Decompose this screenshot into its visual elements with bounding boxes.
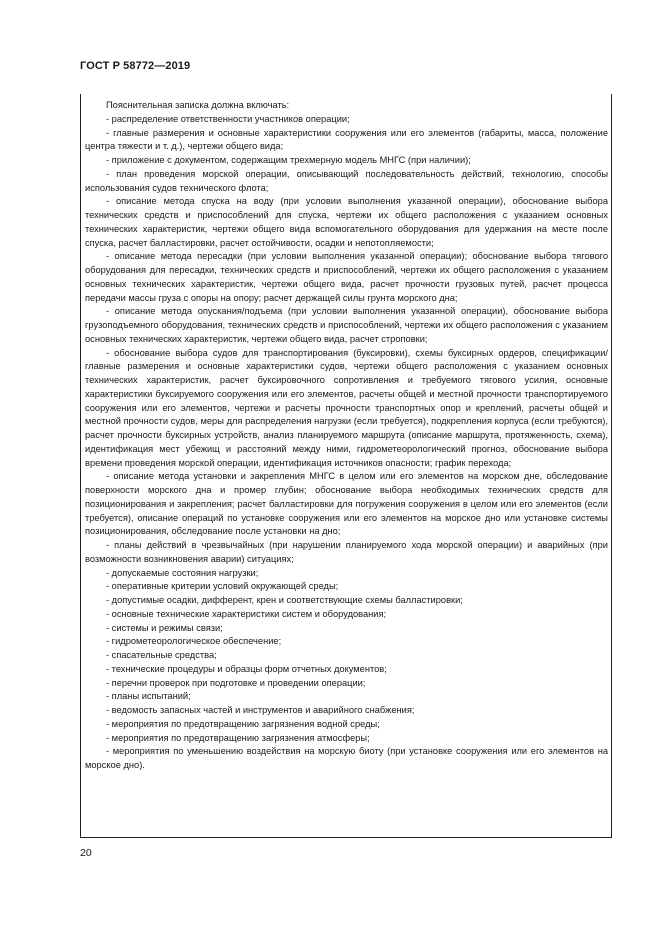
list-item: - мероприятия по предотвращению загрязнения атмосферы; xyxy=(106,732,370,743)
list-item: - допустимые осадки, дифферент, крен и соответствующие схемы балластировки; xyxy=(106,595,463,605)
list-item: - ведомость запасных частей и инструментов и аварийного снабжения; xyxy=(106,705,415,715)
list-item: - гидрометеорологическое обеспечение; xyxy=(106,636,282,647)
paragraph: - описание метода спуска на воду (при условии выполнения указанной операции), обоснование выбора технических средств и приспособлений для спуска, чертежи их общего расположения с указанием основных технических характеристик, чертежи общего вида вспомогательного оборудования для удержания на месте после спуска, расчет балластировки, расчет остойчивости, осадки и непотопляемости; xyxy=(85,196,608,248)
list-item: - мероприятия по уменьшению воздействия на морскую биоту (при установке сооружения или его элементов на морское дно). xyxy=(85,746,608,770)
list-item: - допускаемые состояния нагрузки; xyxy=(106,567,259,578)
paragraph: - описание метода пересадки (при условии выполнения указанной операции); обоснование выбора тягового оборудования для пересадки, технических средств и приспособлений, чертежи их общего расположения с указанием основных технических характеристик, чертежи общего вида, расчет прочности грузовых путей, расчет процесса передачи массы груза с опоры на опору; расчет держащей силы грунта морского дна; xyxy=(85,251,608,303)
paragraph: Пояснительная записка должна включать: xyxy=(106,100,290,110)
list-item: - системы и режимы связи; xyxy=(106,622,223,633)
document-body xyxy=(85,99,608,773)
paragraph: - описание метода установки и закрепления МНГС в целом или его элементов на морском дне, обследование поверхности морского дна и промер глубин; обоснование выбора необходимых технических средств для позиционирования и закрепления; расчет балластировки для погружения сооружения в целом или его элементов (если требуется), описание операций по установке сооружения или его элементов на морское дно или установке системы позиционирования, обследование после установки на дно; xyxy=(85,471,608,537)
page-number: 20 xyxy=(80,847,92,859)
paragraph: - приложение с документом, содержащим трехмерную модель МНГС (при наличии); xyxy=(106,155,471,165)
list-item: - перечни проверок при подготовке и проведении операции; xyxy=(106,677,366,688)
document-header: ГОСТ Р 58772—2019 xyxy=(80,60,191,72)
list-item: - технические процедуры и образцы форм отчетных документов; xyxy=(106,663,387,674)
list-item: - мероприятия по предотвращению загрязнения водной среды; xyxy=(106,718,380,729)
list-item: - основные технические характеристики систем и оборудования; xyxy=(106,608,387,619)
list-item: - планы испытаний; xyxy=(106,691,191,702)
paragraph: - обоснование выбора судов для транспортирования (буксировки), схемы буксирных ордеров, спецификации/главные размерения и основные характеристики судов, чертежи общего расположения с указанием основных технических характеристик, расчет буксировочного сопротивления и требуемого тягового усилия, основные характеристики буксируемого сооружения или его элементов, расчеты общей и местной прочности транспортируемого сооружения или его элементов, чертежи и расчеты прочности транспортных опор и креплений, расчеты общей и местной прочности судов, меры для распределения нагрузки (если требуется), подкрепления корпуса (если требуются), расчет прочности буксирных устройств, анализ планируемого маршрута (описание маршрута, протяженность, схема), идентификация мест убежищ и расстояний между ними, гидрометеорологический прогноз, обоснование выбора времени проведения морской операции, идентификация источников опасности; график перехода; xyxy=(85,347,608,468)
list-item: - спасательные средства; xyxy=(106,650,217,660)
list-item: - оперативные критерии условий окружающей среды; xyxy=(106,581,339,592)
paragraph: - планы действий в чрезвычайных (при нарушении планируемого хода морской операции) и аварийных (при возможности возникновения аварии) ситуациях; xyxy=(85,540,608,564)
paragraph: - распределение ответственности участников операции; xyxy=(106,113,350,124)
paragraph: - план проведения морской операции, описывающий последовательность действий, технологию, способы использования судов технического флота; xyxy=(85,168,608,193)
paragraph: - главные размерения и основные характеристики сооружения или его элементов (габариты, масса, положение центра тяжести и т. д.), чертежи общего вида; xyxy=(85,127,608,152)
paragraph: - описание метода опускания/подъема (при условии выполнения указанной операции), обоснование выбора грузоподъемного оборудования, технических средств и приспособлений, чертежи их общего расположения с указанием основных технических характеристик, чертежи общего вида, расчет строповки; xyxy=(85,306,608,344)
